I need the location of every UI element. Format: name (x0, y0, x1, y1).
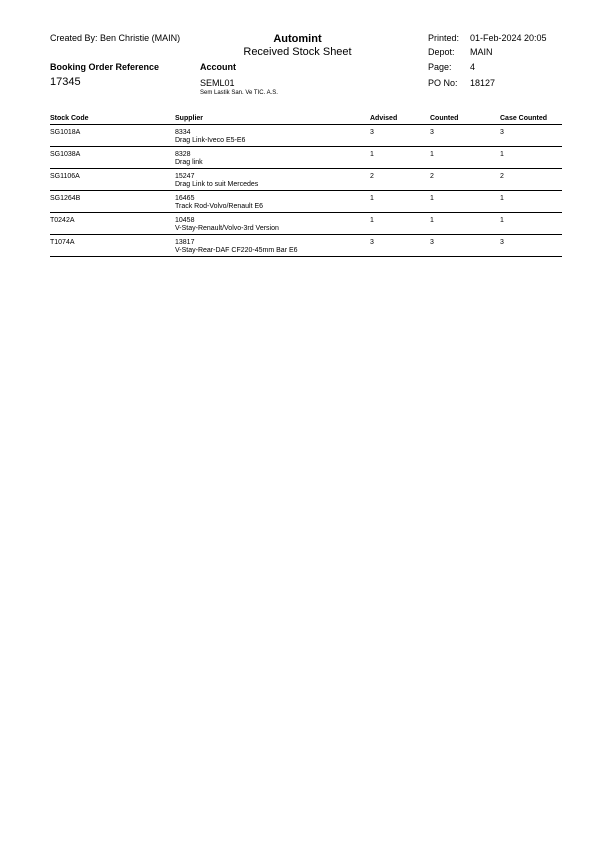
supplier-code: 15247 (175, 173, 195, 180)
item-description: V-Stay-Rear-DAF CF220-45mm Bar E6 (175, 247, 298, 254)
case-counted-qty: 1 (500, 151, 504, 158)
supplier-code: 8328 (175, 151, 191, 158)
account-code: SEML01 (200, 78, 235, 88)
counted-qty: 1 (430, 195, 434, 202)
account-name: Sem Lastik San. Ve TIC. A.S. (200, 90, 278, 96)
stock-code: SG1038A (50, 151, 81, 158)
table-row (50, 125, 562, 147)
account-label: Account (200, 62, 236, 72)
stock-table (50, 114, 562, 257)
case-counted-qty: 1 (500, 217, 504, 224)
stock-code: SG1018A (50, 129, 81, 136)
table-row (50, 235, 562, 257)
created-by-label: Created By: (50, 33, 98, 43)
table-row (50, 191, 562, 213)
table-row (50, 169, 562, 191)
case-counted-qty: 3 (500, 239, 504, 246)
supplier-code: 13817 (175, 239, 195, 246)
advised-qty: 1 (370, 217, 374, 224)
table-header (50, 114, 562, 125)
page-value: 4 (470, 62, 476, 72)
case-counted-qty: 2 (500, 173, 504, 180)
supplier-code: 10458 (175, 217, 195, 224)
item-description: Drag Link-Iveco E5-E6 (175, 137, 246, 144)
counted-qty: 3 (430, 239, 434, 246)
item-description: Drag Link to suit Mercedes (175, 181, 259, 188)
item-description: Drag link (175, 159, 203, 166)
item-description: Track Rod-Volvo/Renault E6 (175, 203, 264, 210)
counted-qty: 1 (430, 217, 434, 224)
supplier-code: 16465 (175, 195, 195, 202)
depot-label: Depot: (428, 47, 455, 57)
supplier-code: 8334 (175, 129, 191, 136)
page-label: Page: (428, 62, 452, 72)
stock-code: SG1106A (50, 173, 80, 180)
po-label: PO No: (428, 78, 458, 88)
advised-qty: 1 (370, 195, 374, 202)
booking-ref-label: Booking Order Reference (50, 62, 160, 72)
item-description: V-Stay-Renault/Volvo-3rd Version (175, 225, 279, 232)
col-advised: Advised (370, 115, 398, 122)
advised-qty: 3 (370, 129, 374, 136)
printed-label: Printed: (428, 33, 460, 43)
advised-qty: 3 (370, 239, 374, 246)
col-supplier: Supplier (175, 115, 204, 122)
depot-value: MAIN (470, 47, 493, 57)
counted-qty: 2 (430, 173, 434, 180)
company-name: Automint (273, 33, 322, 45)
case-counted-qty: 1 (500, 195, 504, 202)
case-counted-qty: 3 (500, 129, 504, 136)
stock-code: T1074A (50, 239, 75, 246)
stock-code: T0242A (50, 217, 75, 224)
po-value: 18127 (470, 78, 496, 88)
booking-ref-value: 17345 (50, 76, 81, 88)
printed-value: 01-Feb-2024 20:05 (470, 33, 547, 43)
counted-qty: 1 (430, 151, 434, 158)
col-stock-code: Stock Code (50, 115, 89, 122)
counted-qty: 3 (430, 129, 434, 136)
stock-code: SG1264B (50, 195, 81, 202)
sheet-title: Received Stock Sheet (243, 46, 352, 58)
table-row (50, 147, 562, 169)
col-counted: Counted (430, 115, 459, 122)
table-row (50, 213, 562, 235)
col-case-counted: Case Counted (500, 115, 548, 122)
advised-qty: 1 (370, 151, 374, 158)
advised-qty: 2 (370, 173, 374, 180)
created-by-value: Ben Christie (MAIN) (100, 33, 181, 43)
